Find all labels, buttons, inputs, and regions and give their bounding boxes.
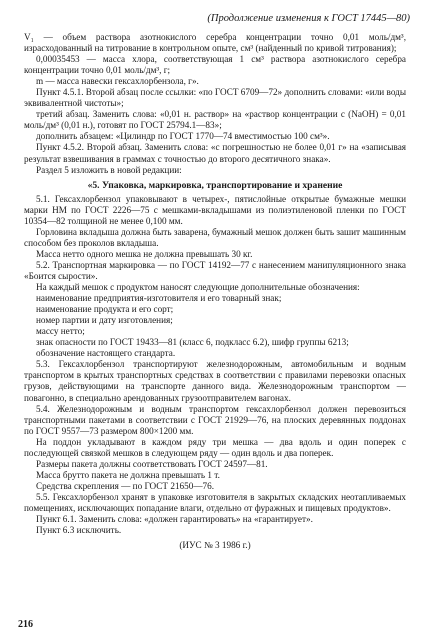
- document-body: [24, 32, 406, 551]
- paragraph: номер партии и дату изготовления;: [36, 315, 173, 326]
- paragraph: На каждый мешок с продуктом наносят следующие дополнительные обозначения:: [36, 282, 360, 293]
- paragraph: обозначение настоящего стандарта.: [36, 348, 176, 359]
- paragraph: наименование предприятия-изготовителя и его товарный знак;: [36, 293, 282, 304]
- paragraph: 5.3. Гексахлорбензол транспортируют железнодорожным, автомобильным и водным транспортом в крытых транспортных средствах в соответствии с правилами перевозки опасных грузов, действующими на транспорте данного вида. Железнодорожным транспортом — повагонно, в специально арендованных грузоотправителем вагонах.: [24, 359, 406, 403]
- paragraph: 5.1. Гексахлорбензол упаковывают в четырех-, пятислойные открытые бумажные мешки марки НМ по ГОСТ 2226—75 с мешками-вкладышами из полиэтиленовой пленки по ГОСТ 10354—82 толщиной не менее 0,100 мм.: [24, 193, 406, 226]
- source-reference: (ИУС № 3 1986 г.): [179, 540, 251, 551]
- paragraph: m — масса навески гексахлорбензола, г».: [36, 76, 199, 87]
- paragraph: Размеры пакета должны соответствовать ГОСТ 24597—81.: [36, 458, 268, 469]
- paragraph: Средства скрепления — по ГОСТ 21650—76.: [36, 480, 214, 491]
- paragraph: наименование продукта и его сорт;: [36, 304, 174, 315]
- paragraph: массу нетто;: [36, 326, 85, 337]
- paragraph: V₁ — объем раствора азотнокислого серебра концентрации точно 0,01 моль/дм³, израсходованный на титрование в контрольном опыте, см³ (найденный по кривой титрования);: [24, 32, 406, 54]
- paragraph: Масса нетто одного мешка не должна превышать 30 кг.: [36, 248, 253, 259]
- paragraph: 5.2. Транспортная маркировка — по ГОСТ 14192—77 с нанесением манипуляционного знака «Боится сырости».: [24, 259, 406, 281]
- paragraph: 0,00035453 — масса хлора, соответствующая 1 см³ раствора азотнокислого серебра концентрации точно 0,01 моль/дм³, г;: [24, 54, 406, 76]
- section-title: «5. Упаковка, маркировка, транспортирование и хранение: [87, 179, 343, 191]
- running-header: (Продолжение изменения к ГОСТ 17445—80): [207, 13, 410, 24]
- paragraph: Горловина вкладыша должна быть заварена, бумажный мешок должен быть зашит машинным способом без проколов вкладыша.: [24, 226, 406, 248]
- page-number: 216: [18, 619, 33, 630]
- paragraph: дополнить абзацем: «Цилиндр по ГОСТ 1770—74 вместимостью 100 см³».: [36, 131, 330, 142]
- paragraph: 5.5. Гексахлорбензол хранят в упаковке изготовителя в закрытых складских неотапливаемых помещениях, исключающих попадание влаги, отдельно от фуражных и пищевых продуктов».: [24, 491, 406, 513]
- paragraph: Раздел 5 изложить в новой редакции:: [36, 164, 182, 175]
- paragraph: 5.4. Железнодорожным и водным транспортом гексахлорбензол должен перевозиться транспортными пакетами в соответствии с ГОСТ 21929—76, на плоских деревянных поддонах по ГОСТ 9557—73 размером 800×1200 мм.: [24, 403, 406, 436]
- paragraph: Пункт 4.5.2. Второй абзац. Заменить слова: «с погрешностью не более 0,01 г» на «записывая результат взвешивания в граммах с точностью до второго десятичного знака».: [24, 142, 406, 164]
- paragraph: На поддон укладывают в каждом ряду три мешка — два вдоль и один поперек с последующей связкой мешков в следующем ряду — один вдоль и два поперек.: [24, 436, 406, 458]
- paragraph: третий абзац. Заменить слова: «0,01 н. раствор» на «раствор концентрации с (NaOH) = 0,01 моль/дм³ (0,01 н.), готовят по ГОСТ 25794.1—83»;: [24, 109, 406, 131]
- paragraph: Масса брутто пакета не должна превышать 1 т.: [36, 469, 220, 480]
- paragraph: Пункт 4.5.1. Второй абзац после ссылки: «по ГОСТ 6709—72» дополнить словами: «или воды эквивалентной чистоты»;: [24, 87, 406, 109]
- paragraph: Пункт 6.1. Заменить слова: «должен гарантировать» на «гарантирует».: [36, 514, 313, 525]
- paragraph: знак опасности по ГОСТ 19433—81 (класс 6, подкласс 6.2), шифр группы 6213;: [36, 337, 349, 348]
- paragraph: Пункт 6.3 исключить.: [36, 525, 122, 536]
